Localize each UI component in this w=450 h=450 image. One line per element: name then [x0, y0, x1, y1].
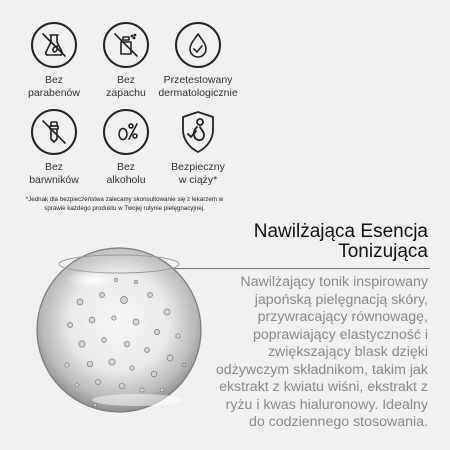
badge-label: Bezpieczny w ciąży* [171, 161, 225, 186]
pregnancy-safe-icon [175, 109, 221, 155]
badge-pregnancy-safe [162, 109, 234, 186]
product-title: Nawilżająca Esencja Tonizująca [253, 221, 428, 262]
badge-dermatologically-tested [158, 22, 238, 99]
no-colorants-icon [31, 109, 77, 155]
footnote: *Jednak dla bezpieczeństwa zalecamy skonsultowanie się z lekarzem w sprawie każdego produktu w Twojej rutynie pielęgnacyjnej. [25, 196, 224, 212]
badge-label: Przetestowany dermatologicznie [158, 74, 238, 99]
badge-no-fragrance [90, 22, 162, 99]
badge-no-alcohol [90, 109, 162, 186]
feature-badges [18, 22, 238, 186]
badge-label: Bez zapachu [106, 74, 146, 99]
badge-label: Bez barwników [29, 161, 79, 186]
product-description: Nawilżający tonik inspirowany japońską pielęgnacją skóry, przywracający równowagę, poprawiający elastyczność i zwiększający blask dzięki odżywczym składnikom, takim jak ekstrakt z kwiatu wiśni, ekstrakt z ryżu i kwas hialuronowy. Idealny do codziennego stosowania. [215, 274, 428, 430]
essence-droplet-image [32, 240, 207, 415]
badge-no-colorants [18, 109, 90, 186]
badge-label: Bez alkoholu [106, 161, 146, 186]
badge-label: Bez parabenów [28, 74, 80, 99]
no-alcohol-icon [103, 109, 149, 155]
no-parabens-icon [31, 22, 77, 68]
dermatologically-tested-icon [175, 22, 221, 68]
badge-no-parabens [18, 22, 90, 99]
no-fragrance-icon [103, 22, 149, 68]
